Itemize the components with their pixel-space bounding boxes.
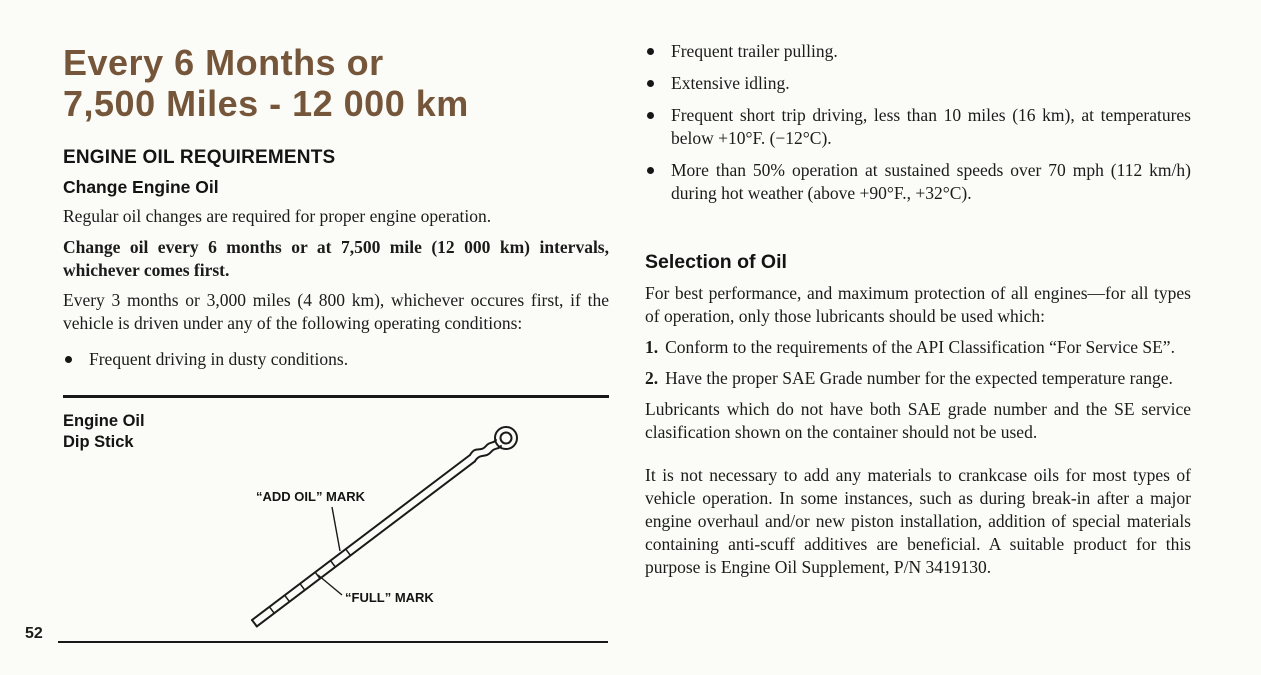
add-oil-mark-label: “ADD OIL” MARK [256, 489, 366, 504]
numbered-item-2 [645, 367, 1191, 390]
figure-divider [63, 395, 609, 398]
callout-lines [318, 507, 342, 595]
bullet-dusty-conditions [63, 348, 609, 371]
bottom-rule [58, 641, 608, 643]
item-text: Conform to the requirements of the API Classification “For Service SE”. [665, 337, 1175, 357]
bullet-dot-icon [65, 356, 72, 363]
bullet-dot-icon [647, 167, 654, 174]
bullet-dot-icon [647, 48, 654, 55]
page-number: 52 [25, 625, 43, 642]
bullet-short-trip [645, 104, 1191, 150]
bullet-trailer-pulling [645, 40, 1191, 63]
page-title [63, 42, 609, 124]
bullet-text: More than 50% operation at sustained speeds over 70 mph (112 km/h) during hot weather (above +90°F., +32°C). [671, 160, 1191, 203]
bullet-text: Extensive idling. [671, 73, 790, 93]
figure-label-line1: Engine Oil [63, 412, 145, 430]
paragraph-severe-conditions: Every 3 months or 3,000 miles (4 800 km), whichever occures first, if the vehicle is driven under any of the following operating conditions: [63, 290, 609, 333]
full-mark-label: “FULL” MARK [345, 590, 434, 605]
engine-oil-requirements-heading: ENGINE OIL REQUIREMENTS [63, 147, 336, 168]
paragraph-lubricants-warning: Lubricants which do not have both SAE grade number and the SE service clasification shown on the container should not be used. [645, 399, 1191, 442]
bullet-dot-icon [647, 80, 654, 87]
bullet-dot-icon [647, 112, 654, 119]
item-number: 1. [645, 337, 659, 357]
dipstick-hatch-marks [269, 549, 350, 613]
dipstick-illustration [60, 425, 620, 635]
paragraph-regular-oil: Regular oil changes are required for proper engine operation. [63, 206, 492, 226]
page-title-line1: Every 6 Months or [63, 42, 384, 83]
paragraph-best-performance: For best performance, and maximum protection of all engines—for all types of operation, only those lubricants should be used which: [645, 283, 1191, 326]
bullet-text: Frequent driving in dusty conditions. [89, 349, 349, 369]
numbered-item-1 [645, 336, 1191, 359]
left-column [63, 0, 609, 453]
bullet-text: Frequent short trip driving, less than 10 miles (16 km), at temperatures below +10°F. (−12°C). [671, 105, 1191, 148]
dipstick-handle-ring-icon [495, 427, 517, 449]
change-engine-oil-heading: Change Engine Oil [63, 177, 219, 197]
paragraph-crankcase-additives: It is not necessary to add any materials to crankcase oils for most types of vehicle operation. In some instances, such as during break-in after a major engine overhaul and/or new piston installation, addition of special materials containing anti-scuff additives are beneficial. A suitable product for this purpose is Engine Oil Supplement, P/N 3419130. [645, 465, 1191, 577]
page-title-line2: 7,500 Miles - 12 000 km [63, 83, 469, 124]
add-oil-callout-line [332, 507, 340, 551]
bullet-text: Frequent trailer pulling. [671, 41, 838, 61]
item-text: Have the proper SAE Grade number for the expected temperature range. [665, 368, 1173, 388]
bullet-sustained-speeds [645, 159, 1191, 205]
right-column [645, 0, 1191, 579]
selection-of-oil-heading: Selection of Oil [645, 251, 787, 273]
full-callout-line [318, 575, 342, 595]
item-number: 2. [645, 368, 659, 388]
bullet-extensive-idling [645, 72, 1191, 95]
figure-label-line2: Dip Stick [63, 433, 134, 451]
paragraph-change-interval: Change oil every 6 months or at 7,500 mile (12 000 km) intervals, whichever comes first. [63, 237, 609, 280]
